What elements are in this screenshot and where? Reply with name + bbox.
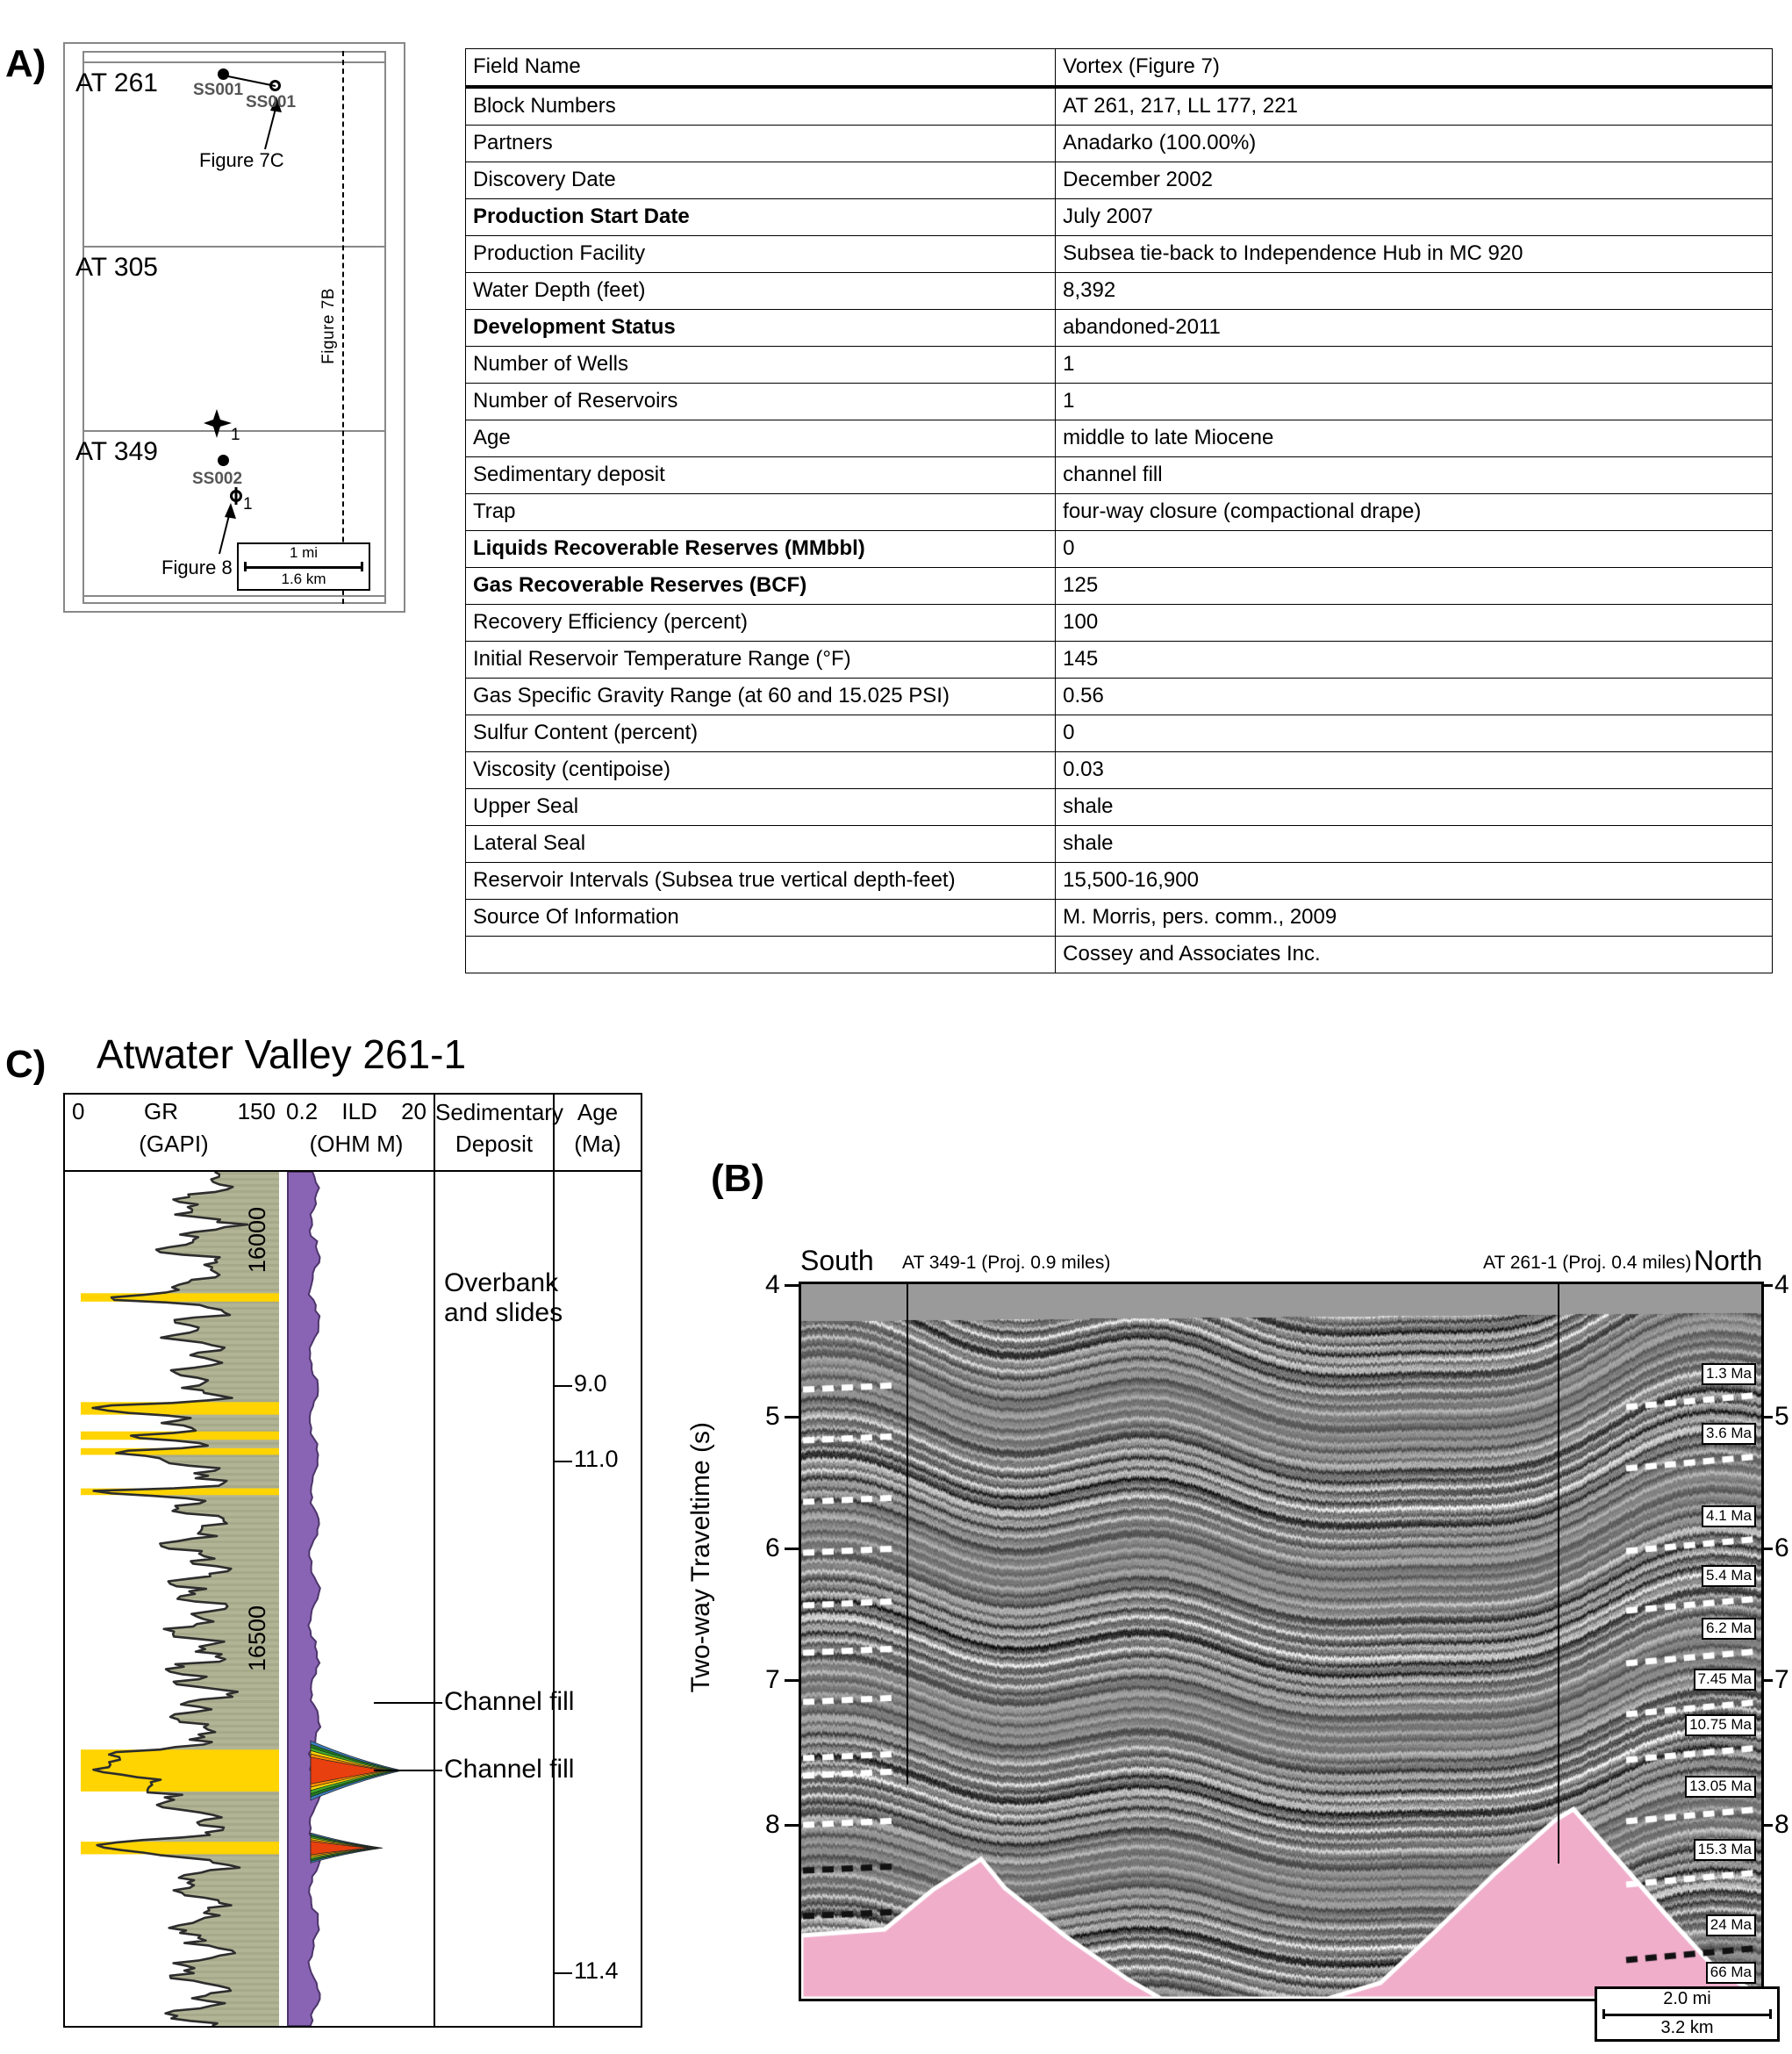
marker-star-1-label: 1 <box>231 426 240 444</box>
ytick-left-8: 8 <box>765 1810 780 1839</box>
gr-min-label: 0 <box>72 1098 85 1124</box>
seismic-scale-bar <box>1595 1986 1780 2042</box>
gr-sand-band <box>79 1749 281 1792</box>
table-row <box>466 236 1773 273</box>
panel-b-label: (B) <box>711 1157 765 1200</box>
seismic-scale-miles: 2.0 mi <box>1663 1989 1711 2008</box>
age-header-line2: (Ma) <box>574 1131 621 1157</box>
table-cell-key: Number of Reservoirs <box>466 384 1056 420</box>
table-cell-value: shale <box>1056 826 1773 863</box>
table-row <box>466 199 1773 236</box>
table-row <box>466 420 1773 457</box>
table-cell-value: Vortex (Figure 7) <box>1056 49 1773 88</box>
table-cell-value: July 2007 <box>1056 199 1773 236</box>
ytick-left-5: 5 <box>765 1402 780 1431</box>
block-label-at-305: AT 305 <box>75 253 158 282</box>
horizon-age-tag: 66 Ma <box>1706 1962 1756 1984</box>
ytick-right-6: 6 <box>1774 1533 1789 1562</box>
seismic-scale-rule <box>1602 2009 1772 2019</box>
table-cell-key: Sulfur Content (percent) <box>466 715 1056 752</box>
ytick-right-8: 8 <box>1774 1810 1789 1839</box>
table-cell-key: Discovery Date <box>466 162 1056 199</box>
block-map <box>63 42 405 613</box>
figure-7b-line-label: Figure 7B <box>319 288 338 364</box>
table-cell-value: 1 <box>1056 347 1773 384</box>
sed-annotation-overbank <box>444 1268 563 1327</box>
well-trace-at261[interactable] <box>1558 1284 1559 1864</box>
table-cell-key: Production Facility <box>466 236 1056 273</box>
horizon-age-tag: 24 Ma <box>1706 1914 1756 1936</box>
table-cell-value: abandoned-2011 <box>1056 310 1773 347</box>
age-tick-label-114: 11.4 <box>574 1957 619 1984</box>
table-row <box>466 347 1773 384</box>
well-trace-at349[interactable] <box>907 1284 908 1785</box>
table-row <box>466 937 1773 973</box>
map-scale-miles: 1 mi <box>289 544 319 561</box>
direction-label-north: North <box>1694 1245 1763 1276</box>
age-tick-mark-11 <box>555 1461 572 1462</box>
table-row <box>466 605 1773 642</box>
table-row <box>466 789 1773 826</box>
table-row <box>466 568 1773 605</box>
table-row <box>466 531 1773 568</box>
gr-scale-row <box>67 1098 281 1125</box>
gr-name-label: GR <box>144 1098 179 1124</box>
horizon-age-tag: 6.2 Ma <box>1702 1618 1756 1640</box>
well-log-title: Atwater Valley 261-1 <box>97 1031 467 1077</box>
block-label-at-349: AT 349 <box>75 437 158 466</box>
ytick-right-5: 5 <box>1774 1402 1789 1431</box>
table-cell-value: 145 <box>1056 642 1773 679</box>
ild-max-label: 20 <box>401 1098 426 1124</box>
seismic-well-header-at349: AT 349-1 (Proj. 0.9 miles) <box>902 1253 1111 1273</box>
table-cell-key: Trap <box>466 494 1056 531</box>
table-cell-key: Production Start Date <box>466 199 1056 236</box>
table-row <box>466 87 1773 126</box>
seismic-scale-km: 3.2 km <box>1660 2018 1714 2037</box>
map-scale-km: 1.6 km <box>281 570 326 587</box>
table-row <box>466 273 1773 310</box>
table-cell-value: 15,500-16,900 <box>1056 863 1773 900</box>
table-cell-key: Gas Recoverable Reserves (BCF) <box>466 568 1056 605</box>
table-cell-key: Reservoir Intervals (Subsea true vertical depth-feet) <box>466 863 1056 900</box>
ild-scale-row <box>281 1098 432 1125</box>
table-cell-key: Age <box>466 420 1056 457</box>
age-tick-mark-114 <box>555 1972 572 1974</box>
depth-label-16000: 16000 <box>244 1207 270 1274</box>
table-cell-key: Block Numbers <box>466 87 1056 126</box>
horizon-age-tag: 13.05 Ma <box>1685 1776 1756 1798</box>
table-cell-key <box>466 937 1056 973</box>
seismic-reflection-canvas <box>801 1284 1761 1999</box>
panel-b-seismic <box>686 1132 1792 2054</box>
depth-label-16500: 16500 <box>244 1605 270 1672</box>
table-cell-key: Viscosity (centipoise) <box>466 752 1056 789</box>
sed-header-line1: Sedimentary <box>435 1099 563 1125</box>
field-data-table-wrapper <box>465 48 1773 973</box>
horizon-age-tag: 4.1 Ma <box>1702 1505 1756 1527</box>
lead-line-channel-fill-2 <box>374 1770 442 1771</box>
direction-label-south: South <box>800 1245 874 1276</box>
table-row <box>466 863 1773 900</box>
table-cell-key: Upper Seal <box>466 789 1056 826</box>
horizon-age-tag: 3.6 Ma <box>1702 1423 1756 1445</box>
table-cell-key: Recovery Efficiency (percent) <box>466 605 1056 642</box>
ytick-left-4: 4 <box>765 1270 780 1299</box>
table-row <box>466 715 1773 752</box>
gr-sand-band <box>79 1293 281 1302</box>
table-row <box>466 457 1773 494</box>
table-row <box>466 679 1773 715</box>
horizon-age-tag: 15.3 Ma <box>1694 1839 1756 1861</box>
table-cell-value: 0.56 <box>1056 679 1773 715</box>
table-cell-value: channel fill <box>1056 457 1773 494</box>
table-cell-key: Sedimentary deposit <box>466 457 1056 494</box>
table-row <box>466 494 1773 531</box>
table-cell-key: Number of Wells <box>466 347 1056 384</box>
callout-figure-7c: Figure 7C <box>199 149 284 171</box>
table-cell-value: 0 <box>1056 715 1773 752</box>
sed-header-line2: Deposit <box>455 1131 534 1157</box>
ild-unit-label: (OHM M) <box>309 1131 404 1157</box>
table-cell-value: 0.03 <box>1056 752 1773 789</box>
table-row <box>466 900 1773 937</box>
table-cell-value: AT 261, 217, LL 177, 221 <box>1056 87 1773 126</box>
ytick-right-7: 7 <box>1774 1665 1789 1694</box>
age-tick-mark-9 <box>555 1385 572 1387</box>
panel-c-well-log <box>0 1018 693 2054</box>
block-label-at-261: AT 261 <box>75 68 158 97</box>
table-cell-value: 8,392 <box>1056 273 1773 310</box>
table-cell-key: Source Of Information <box>466 900 1056 937</box>
table-cell-key: Water Depth (feet) <box>466 273 1056 310</box>
age-header-line1: Age <box>577 1099 619 1125</box>
table-cell-value: four-way closure (compactional drape) <box>1056 494 1773 531</box>
gr-sand-band <box>79 1402 281 1414</box>
well-log-box <box>63 1093 642 2028</box>
well-label-ss001-a: SS001 <box>193 81 244 99</box>
age-tick-label-9: 9.0 <box>574 1370 607 1397</box>
well-path-ss001 <box>63 42 405 613</box>
ytick-right-4: 4 <box>1774 1270 1789 1299</box>
table-row <box>466 310 1773 347</box>
table-cell-value: M. Morris, pers. comm., 2009 <box>1056 900 1773 937</box>
seismic-image <box>799 1282 1764 2001</box>
ild-name-label: ILD <box>341 1098 377 1124</box>
table-cell-key: Partners <box>466 126 1056 162</box>
table-cell-value: Cossey and Associates Inc. <box>1056 937 1773 973</box>
seismic-well-header-at261: AT 261-1 (Proj. 0.4 miles) <box>1483 1253 1692 1273</box>
table-cell-value: shale <box>1056 789 1773 826</box>
panel-c-label: C) <box>5 1043 47 1086</box>
table-cell-value: 100 <box>1056 605 1773 642</box>
table-row <box>466 126 1773 162</box>
table-cell-value: middle to late Miocene <box>1056 420 1773 457</box>
seismic-y-axis-title: Two-way Traveltime (s) <box>686 1422 715 1693</box>
table-cell-value: 125 <box>1056 568 1773 605</box>
table-row <box>466 826 1773 863</box>
table-row <box>466 642 1773 679</box>
table-row <box>466 752 1773 789</box>
horizon-age-tag: 10.75 Ma <box>1685 1714 1756 1736</box>
gr-max-label: 150 <box>237 1098 276 1124</box>
well-label-ss002: SS002 <box>192 470 243 488</box>
lead-line-channel-fill-1 <box>374 1702 442 1704</box>
panel-a-block-map <box>0 0 456 974</box>
well-label-ss001-b: SS001 <box>246 93 297 111</box>
sed-annotation-overbank-line1: Overbank <box>444 1268 559 1297</box>
table-row <box>466 49 1773 88</box>
well-marker-ss002[interactable] <box>218 455 229 466</box>
table-cell-value: Subsea tie-back to Independence Hub in MC 920 <box>1056 236 1773 273</box>
map-scale-bar <box>237 542 370 591</box>
table-cell-value: 0 <box>1056 531 1773 568</box>
table-cell-key: Liquids Recoverable Reserves (MMbbl) <box>466 531 1056 568</box>
horizon-age-tag: 7.45 Ma <box>1694 1669 1756 1691</box>
table-row <box>466 162 1773 199</box>
table-cell-value: 1 <box>1056 384 1773 420</box>
table-cell-key: Lateral Seal <box>466 826 1056 863</box>
table-cell-key: Field Name <box>466 49 1056 88</box>
marker-circle-cross-1-label: 1 <box>243 495 253 514</box>
table-cell-value: December 2002 <box>1056 162 1773 199</box>
table-cell-key: Initial Reservoir Temperature Range (°F) <box>466 642 1056 679</box>
callout-figure-8: Figure 8 <box>161 557 233 578</box>
age-tick-label-11: 11.0 <box>574 1446 619 1472</box>
table-cell-value: Anadarko (100.00%) <box>1056 126 1773 162</box>
table-cell-key: Development Status <box>466 310 1056 347</box>
sed-annotation-overbank-line2: and slides <box>444 1297 563 1327</box>
table-row <box>466 384 1773 420</box>
map-scale-rule <box>244 562 363 571</box>
ild-min-label: 0.2 <box>286 1098 319 1124</box>
horizon-age-tag: 1.3 Ma <box>1702 1363 1756 1385</box>
field-data-table <box>465 48 1773 973</box>
horizon-age-tag: 5.4 Ma <box>1702 1565 1756 1587</box>
sed-annotation-channel-fill-1: Channel fill <box>444 1687 575 1716</box>
table-cell-key: Gas Specific Gravity Range (at 60 and 15.025 PSI) <box>466 679 1056 715</box>
sed-annotation-channel-fill-2: Channel fill <box>444 1755 575 1784</box>
ytick-left-7: 7 <box>765 1665 780 1694</box>
ytick-left-6: 6 <box>765 1533 780 1562</box>
panel-a-label: A) <box>5 42 47 85</box>
gr-unit-label: (GAPI) <box>139 1131 209 1157</box>
